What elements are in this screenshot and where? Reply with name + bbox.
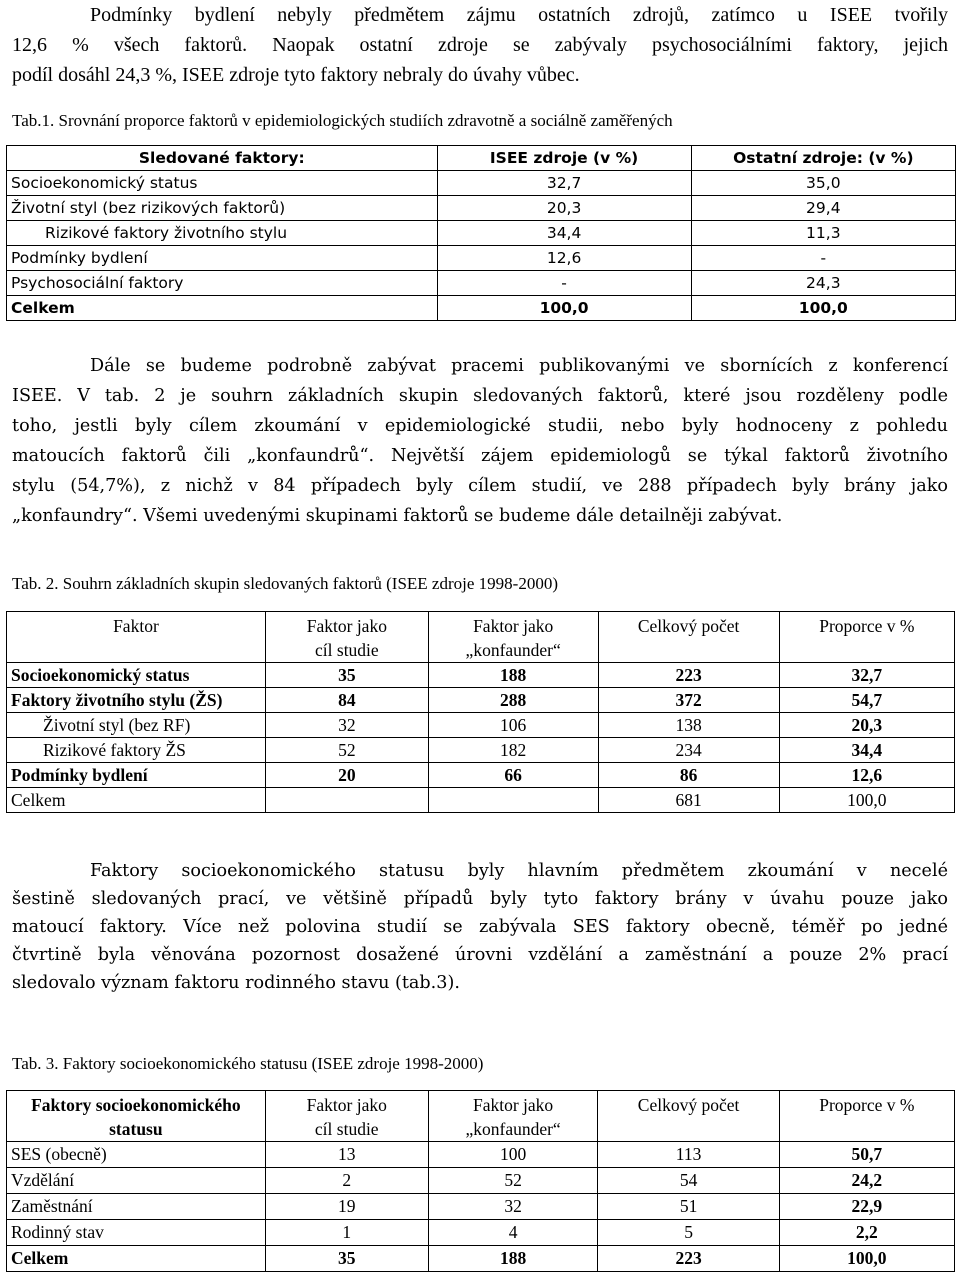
table-cell: Podmínky bydlení — [7, 246, 438, 271]
table-cell: 106 — [428, 713, 598, 738]
text-line: stylu (54,7%), z nichž v 84 případech byly cílem studií, ve 288 případech byly brány jako — [12, 476, 948, 496]
table-cell: Životní styl (bez RF) — [7, 713, 266, 738]
table-cell: 113 — [598, 1142, 779, 1168]
table-cell: 188 — [428, 1246, 598, 1272]
table-cell: 11,3 — [691, 221, 955, 246]
table-3-caption: Tab. 3. Faktory socioekonomického statusu (ISEE zdroje 1998-2000) — [12, 1054, 484, 1073]
table-cell: 234 — [598, 738, 779, 763]
table-cell: 52 — [265, 738, 428, 763]
table-cell: 100,0 — [779, 788, 954, 813]
table-cell: 34,4 — [779, 738, 954, 763]
table-cell: 34,4 — [437, 221, 691, 246]
table-cell: 5 — [598, 1220, 779, 1246]
column-header: Celkový počet — [598, 612, 779, 663]
table-cell: SES (obecně) — [7, 1142, 266, 1168]
table-row — [7, 763, 955, 788]
table-cell: Faktory životního stylu (ŽS) — [7, 688, 266, 713]
table-cell: 20 — [265, 763, 428, 788]
table-header-row — [7, 612, 955, 663]
table-cell: 50,7 — [779, 1142, 954, 1168]
text-line: sledovalo význam faktoru rodinného stavu (tab.3). — [12, 973, 460, 993]
table-cell: 54 — [598, 1168, 779, 1194]
text-line: Dále se budeme podrobně zabývat pracemi publikovanými ve sbornících z konferencí — [90, 356, 948, 376]
table-1-caption: Tab.1. Srovnání proporce faktorů v epidemiologických studiích zdravotně a sociálně zaměřených — [12, 111, 673, 130]
table-cell: - — [691, 246, 955, 271]
table-cell: 84 — [265, 688, 428, 713]
table-cell: 4 — [428, 1220, 598, 1246]
table-cell: Zaměstnání — [7, 1194, 266, 1220]
table-header-row — [7, 1091, 955, 1142]
column-header: Faktor jako „konfaunder“ — [428, 1091, 598, 1142]
intro-paragraph — [12, 0, 948, 90]
body-paragraph — [12, 857, 948, 997]
table-cell: 100 — [428, 1142, 598, 1168]
table-cell: 2,2 — [779, 1220, 954, 1246]
table-cell: 223 — [598, 1246, 779, 1272]
table-cell: 19 — [265, 1194, 428, 1220]
table-cell: 12,6 — [437, 246, 691, 271]
column-header: Sledované faktory: — [7, 146, 438, 171]
table-cell: 32,7 — [437, 171, 691, 196]
table-row — [7, 246, 956, 271]
text-line: 12,6 % všech faktorů. Naopak ostatní zdroje se zabývaly psychosociálními faktory, jejich — [12, 34, 948, 56]
table-row — [7, 221, 956, 246]
column-header: Faktor jako cíl studie — [265, 612, 428, 663]
table-1 — [6, 145, 956, 321]
table-row — [7, 196, 956, 221]
text-line: Faktory socioekonomického statusu byly hlavním předmětem zkoumání v necelé — [90, 861, 948, 881]
table-cell: - — [437, 271, 691, 296]
table-cell: 29,4 — [691, 196, 955, 221]
column-header: Celkový počet — [598, 1091, 779, 1142]
table-3 — [6, 1090, 955, 1272]
table-cell: 24,3 — [691, 271, 955, 296]
column-header: Ostatní zdroje: (v %) — [691, 146, 955, 171]
table-cell: 20,3 — [779, 713, 954, 738]
table-cell: 1 — [265, 1220, 428, 1246]
table-row — [7, 271, 956, 296]
text-line: matoucích faktorů čili „konfaundrů“. Největší zájem epidemiologů se týkal faktorů životního — [12, 446, 948, 466]
table-cell: 12,6 — [779, 763, 954, 788]
table-cell: 32,7 — [779, 663, 954, 688]
table-cell: 188 — [428, 663, 598, 688]
table-total-row — [7, 1246, 955, 1272]
column-header: Faktor jako „konfaunder“ — [428, 612, 598, 663]
text-line: podíl dosáhl 24,3 %, ISEE zdroje tyto faktory nebraly do úvahy vůbec. — [12, 64, 580, 86]
text-line: matoucí faktory. Více než polovina studií se zabývala SES faktory obecně, téměř po jedné — [12, 917, 948, 937]
table-cell: 100,0 — [437, 296, 691, 321]
table-cell: 54,7 — [779, 688, 954, 713]
table-cell: 100,0 — [779, 1246, 954, 1272]
table-cell: Životní styl (bez rizikových faktorů) — [7, 196, 438, 221]
table-cell: 52 — [428, 1168, 598, 1194]
table-row — [7, 1168, 955, 1194]
text-line: „konfaundry“. Všemi uvedenými skupinami faktorů se budeme dále detailněji zabývat. — [12, 506, 783, 526]
table-row — [7, 738, 955, 763]
column-header: Faktory socioekonomického statusu — [7, 1091, 266, 1142]
table-total-row — [7, 788, 955, 813]
table-row — [7, 688, 955, 713]
table-cell: 35 — [265, 1246, 428, 1272]
table-row — [7, 171, 956, 196]
table-cell: 24,2 — [779, 1168, 954, 1194]
column-header: Proporce v % — [779, 612, 954, 663]
table-cell: 35,0 — [691, 171, 955, 196]
table-row — [7, 663, 955, 688]
table-cell: 32 — [265, 713, 428, 738]
table-cell: 86 — [598, 763, 779, 788]
table-row — [7, 1142, 955, 1168]
text-line: Podmínky bydlení nebyly předmětem zájmu ostatních zdrojů, zatímco u ISEE tvořily — [90, 4, 948, 26]
table-header-row — [7, 146, 956, 171]
table-cell: 372 — [598, 688, 779, 713]
table-cell: 51 — [598, 1194, 779, 1220]
table-cell: Socioekonomický status — [7, 171, 438, 196]
text-line: ISEE. V tab. 2 je souhrn základních skupin sledovaných faktorů, které jsou rozděleny podle — [12, 386, 948, 406]
table-cell: Celkem — [7, 788, 266, 813]
table-cell: 35 — [265, 663, 428, 688]
table-cell: 138 — [598, 713, 779, 738]
table-cell: Rizikové faktory ŽS — [7, 738, 266, 763]
table-cell: 2 — [265, 1168, 428, 1194]
table-cell: Psychosociální faktory — [7, 271, 438, 296]
text-line: čtvrtině byla věnována pozornost dosažené úrovni vzdělání a zaměstnání a pouze 2% prací — [12, 945, 948, 965]
table-cell: 13 — [265, 1142, 428, 1168]
table-cell: 182 — [428, 738, 598, 763]
table-row — [7, 713, 955, 738]
text-line: šestině sledovaných prací, ve většině případů byly tyto faktory brány v úvahu pouze jako — [12, 889, 948, 909]
table-cell: 223 — [598, 663, 779, 688]
table-cell: 681 — [598, 788, 779, 813]
table-cell: Vzdělání — [7, 1168, 266, 1194]
table-cell: Podmínky bydlení — [7, 763, 266, 788]
table-cell: 20,3 — [437, 196, 691, 221]
column-header: Faktor — [7, 612, 266, 663]
table-cell: Celkem — [7, 1246, 266, 1272]
table-row — [7, 1194, 955, 1220]
table-total-row — [7, 296, 956, 321]
table-2 — [6, 611, 955, 813]
table-cell: 22,9 — [779, 1194, 954, 1220]
column-header: Proporce v % — [779, 1091, 954, 1142]
table-cell — [428, 788, 598, 813]
column-header: ISEE zdroje (v %) — [437, 146, 691, 171]
text-line: toho, jestli byly cílem zkoumání v epidemiologické studii, nebo byly hodnoceny z pohledu — [12, 416, 948, 436]
column-header: Faktor jako cíl studie — [265, 1091, 428, 1142]
table-cell: 288 — [428, 688, 598, 713]
table-cell: Celkem — [7, 296, 438, 321]
table-cell: Rodinný stav — [7, 1220, 266, 1246]
body-paragraph — [12, 351, 948, 531]
table-cell: 100,0 — [691, 296, 955, 321]
table-2-caption: Tab. 2. Souhrn základních skupin sledovaných faktorů (ISEE zdroje 1998-2000) — [12, 574, 558, 593]
table-row — [7, 1220, 955, 1246]
table-cell: 32 — [428, 1194, 598, 1220]
table-cell: Rizikové faktory životního stylu — [7, 221, 438, 246]
table-cell: 66 — [428, 763, 598, 788]
table-cell: Socioekonomický status — [7, 663, 266, 688]
table-cell — [265, 788, 428, 813]
